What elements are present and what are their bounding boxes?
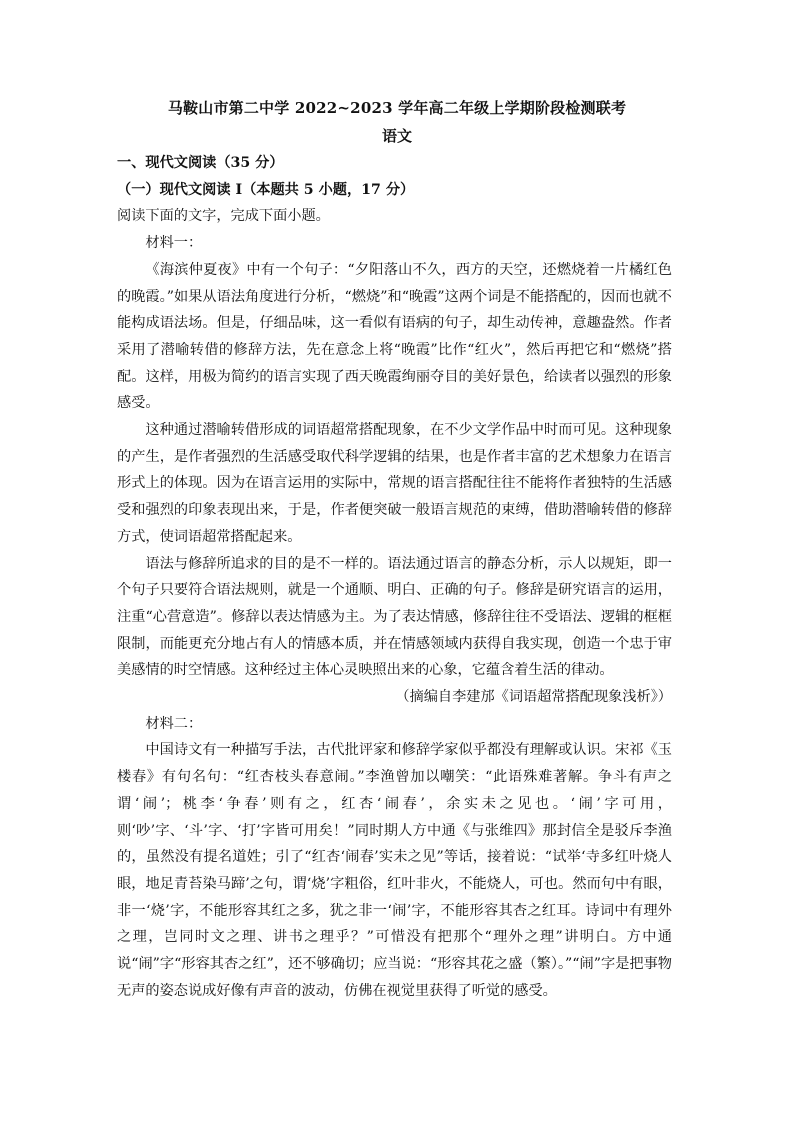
material1-source: （摘编自李建邡《词语超常搭配现象浅析》） (395, 689, 672, 706)
material2-paragraph-1: 中国诗文有一种描写手法，古代批评家和修辞学家似乎都没有理解或认识。宋祁《玉楼春》有句名句：“红杏枝头春意闹。”李渔曾加以嘲笑：“此语殊难著解。争斗有声之谓‘闹’；桃李‘争春’则有之，红杏‘闹春’，余实未之见也。‘闹’字可用，则‘吵’字、‘斗’字、‘打’字皆可用矣！”同时期人方中通《与张维四》那封信全是驳斥李渔的，虽然没有提名道姓；引了“红杏‘闹春’实未之见”等话，接着说：“试举‘寺多红叶烧人眼，地足青苔染马蹄’之句，谓‘烧’字粗俗，红叶非火，不能烧人，可也。然而句中有眼，非一‘烧’字，不能形容其红之多，犹之非一‘闹’字，不能形容其杏之红耳。诗词中有理外之理，岂同时文之理、讲书之理乎？”可惜没有把那个“理外之理”讲明白。方中通说“闹”字“形容其杏之红”，还不够确切；应当说：“形容其花之盛（繁）。”“闹”字是把事物无声的姿态说成好像有声音的波动，仿佛在视觉里获得了听觉的感受。 (117, 742, 672, 999)
section-subheading: （一）现代文阅读 I（本题共 5 小题，17 分） (117, 181, 415, 198)
material2-label: 材料二： (145, 715, 203, 732)
material1-paragraph-3: 语法与修辞所追求的目的是不一样的。语法通过语言的静态分析，示人以规矩，即一个句子只要符合语法规则，就是一个通顺、明白、正确的句子。修辞是研究语言的运用，注重“心营意造”。修辞以表达情感为主。为了表达情感，修辞往往不受语法、逻辑的框框限制，而能更充分地占有人的情感本质，并在情感领域内获得自我实现，创造一个忠于审美感情的时空情感。这种经过主体心灵映照出来的心象，它蕴含着生活的律动。 (117, 555, 672, 679)
material1-label: 材料一： (145, 235, 203, 252)
section-heading: 一、现代文阅读（35 分） (117, 155, 284, 171)
material1-paragraph-1: 《海滨仲夏夜》中有一个句子：“夕阳落山不久，西方的天空，还燃烧着一片橘红色的晚霞。”如果从语法角度进行分析，“燃烧”和“晚霞”这两个词是不能搭配的，因而也就不能构成语法场。但是，仔细品味，这一看似有语病的句子，却生动传神，意趣盎然。作者采用了潜喻转借的修辞方法，先在意念上将“晚霞”比作“红火”，然后再把它和“燃烧”搭配。这样，用极为简约的语言实现了西天晚霞绚丽夺目的美好景色，给读者以强烈的形象感受。 (117, 261, 672, 412)
exam-subject: 语文 (381, 127, 412, 145)
reading-instruction: 阅读下面的文字，完成下面小题。 (117, 208, 330, 225)
exam-title: 马鞍山市第二中学 2022~2023 学年高二年级上学期阶段检测联考 (167, 99, 627, 117)
material1-paragraph-2: 这种通过潜喻转借形成的词语超常搭配现象，在不少文学作品中时而可见。这种现象的产生，是作者强烈的生活感受取代科学逻辑的结果，也是作者丰富的艺术想象力在语言形式上的体现。因为在语言运用的实际中，常规的语言搭配往往不能将作者独特的生活感受和强烈的印象表现出来，于是，作者便突破一般语言规范的束缚，借助潜喻转借的修辞方式，使词语超常搭配起来。 (117, 422, 672, 545)
document-body (117, 150, 672, 1005)
